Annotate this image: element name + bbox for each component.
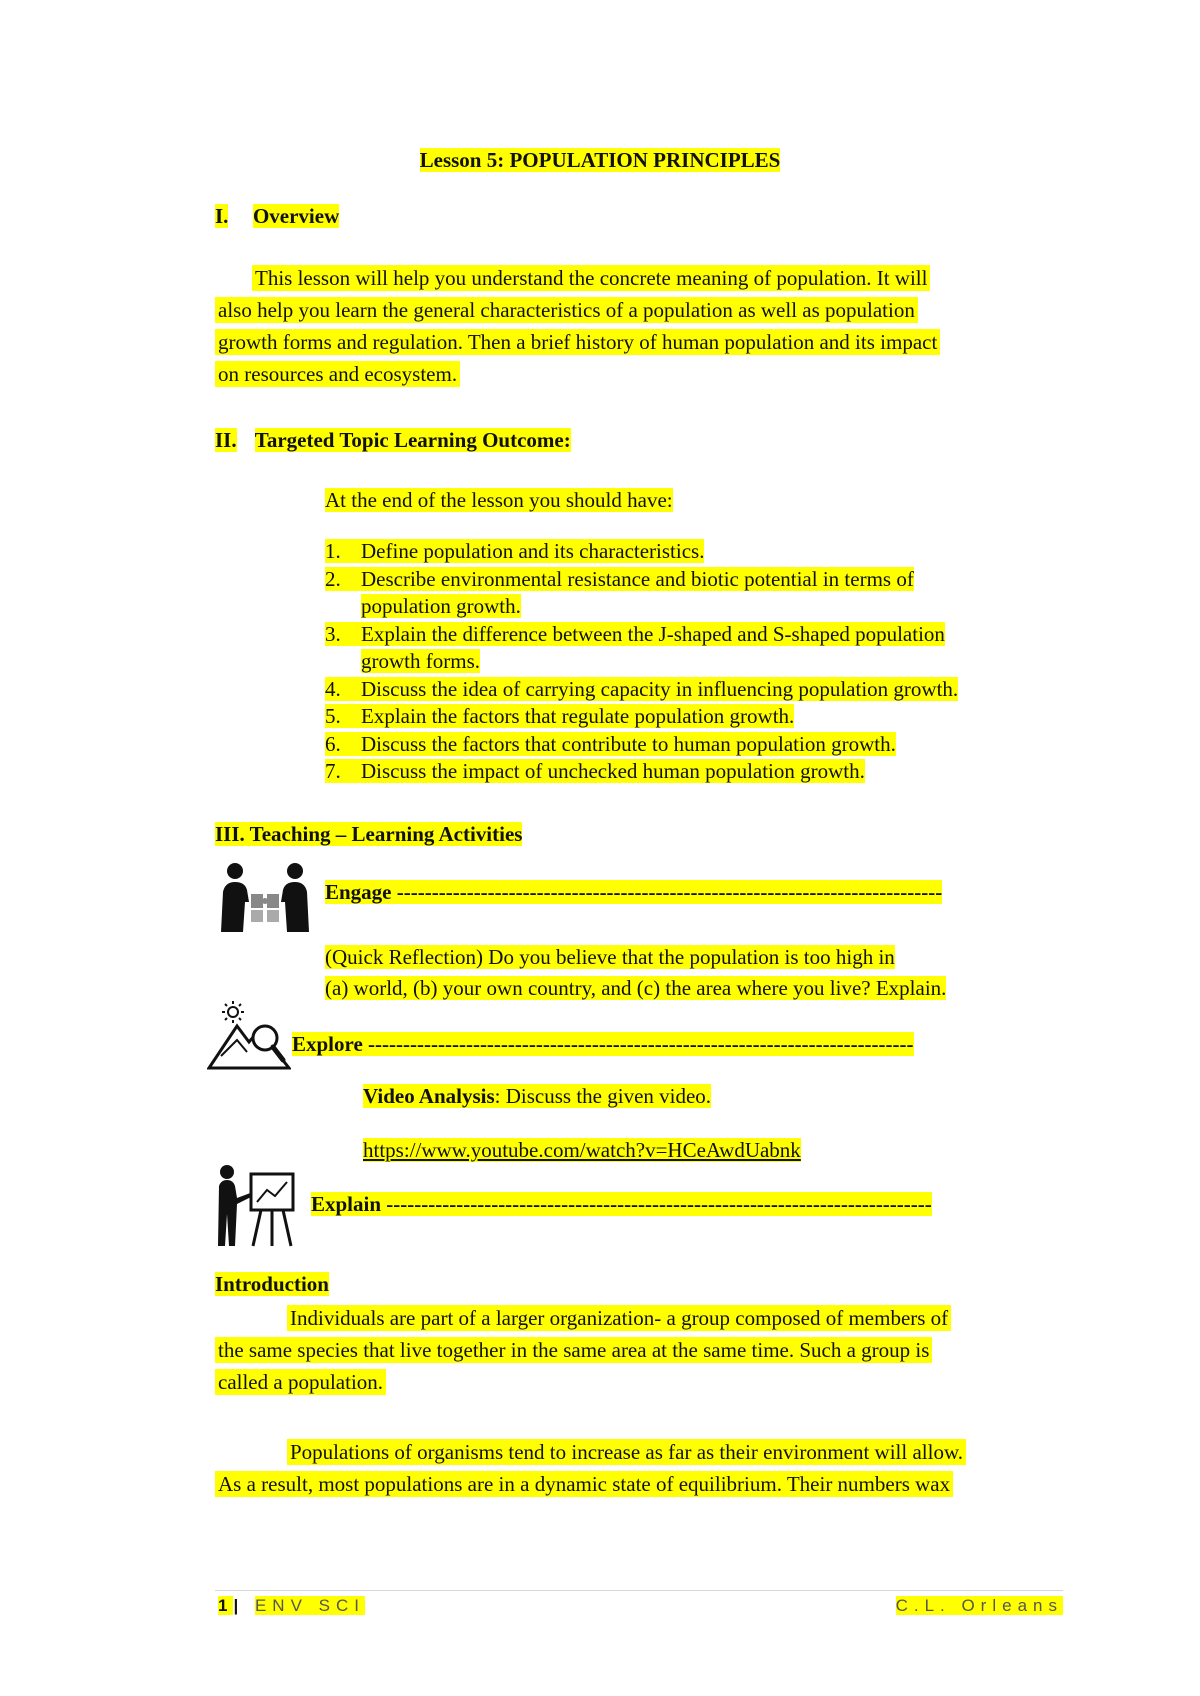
footer-course: 1| ENV SCI bbox=[218, 1596, 365, 1615]
footer-divider bbox=[215, 1590, 1063, 1591]
list-item: 2. Describe environmental resistance and biotic potential in terms of population growth. bbox=[325, 566, 914, 618]
explain-label: Explain ------------------------------------------------------------------------------ bbox=[311, 1192, 932, 1216]
introduction-paragraph-1: Individuals are part of a larger organization- a group composed of members of the same species that live together in the same area at the same time. Such a group is called a population. bbox=[215, 1302, 1063, 1398]
list-item: 3. Explain the difference between the J-shaped and S-shaped population growth forms. bbox=[325, 621, 945, 673]
list-item: 5. Explain the factors that regulate population growth. bbox=[325, 704, 795, 728]
engage-label: Engage ------------------------------------------------------------------------------ bbox=[325, 880, 943, 904]
section-heading-outcomes: II. Targeted Topic Learning Outcome: bbox=[215, 428, 571, 452]
list-item: 6. Discuss the factors that contribute to human population growth. bbox=[325, 731, 896, 756]
list-item: 7. Discuss the impact of unchecked human population growth. bbox=[325, 759, 865, 783]
engage-reflection: (Quick Reflection) Do you believe that the population is too high in (a) world, (b) your own country, and (c) the area where you live? Explain. bbox=[325, 945, 947, 1000]
teamwork-puzzle-icon bbox=[215, 862, 315, 934]
footer-author: C.L. Orleans bbox=[895, 1596, 1063, 1615]
list-item: 4. Discuss the idea of carrying capacity in influencing population growth. bbox=[325, 676, 959, 701]
video-analysis: Video Analysis: Discuss the given video. bbox=[363, 1084, 712, 1108]
outcomes-intro: At the end of the lesson you should have: bbox=[325, 488, 673, 512]
lesson-title: Lesson 5: POPULATION PRINCIPLES bbox=[419, 148, 781, 172]
explore-label: Explore ------------------------------------------------------------------------------ bbox=[292, 1032, 914, 1056]
list-item: 1. Define population and its characteristics. bbox=[325, 539, 705, 563]
page-number: 1 bbox=[218, 1596, 234, 1615]
video-link[interactable]: https://www.youtube.com/watch?v=HCeAwdUabnk bbox=[363, 1138, 801, 1162]
video-link-row bbox=[363, 1138, 801, 1163]
outcomes-list bbox=[325, 538, 958, 786]
introduction-paragraph-2: Populations of organisms tend to increase as far as their environment will allow. As a result, most populations are in a dynamic state of equilibrium. Their numbers wax bbox=[215, 1436, 1063, 1500]
overview-paragraph: This lesson will help you understand the concrete meaning of population. It will also help you learn the general characteristics of a population as well as population growth forms and regulation. Then a brief history of human population and its impact on resources and ecosystem. bbox=[215, 262, 1063, 390]
presenter-easel-icon bbox=[215, 1162, 305, 1248]
introduction-heading: Introduction bbox=[215, 1272, 329, 1296]
mountain-magnifier-icon bbox=[207, 1000, 291, 1072]
section-heading-activities: III. Teaching – Learning Activities bbox=[215, 822, 523, 846]
section-heading-overview: I. Overview bbox=[215, 204, 340, 228]
